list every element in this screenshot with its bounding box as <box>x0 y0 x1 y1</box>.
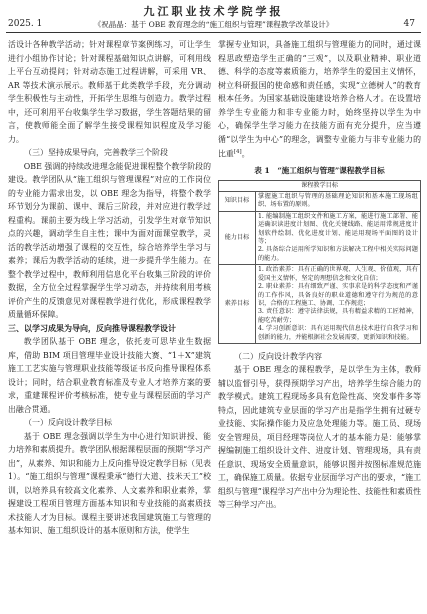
left-column <box>8 38 211 538</box>
paragraph: OBE 强调的持续改进理念能促进课程整个教学阶段的建设。教学团队从“施工组织与管理课程”对应的工作岗位的专业能力需求出发，以 OBE 理念为指导，将整个教学环节划分为课前、课中、课后三阶段，并对应进行教学过程重构。课前主要为线上学习活动，引发学生对章节知识点的兴趣，调动学生自主性；课中为面对面课堂教学，灵活的教学活动增强了课程的交互性，综合培养学生学习与素养；课后为教学活动的延续，进一步提升学生能力。在整个教学过程中，教师利用信息化平台收集三阶段的评价数据，全方位全过程掌握学生学习动态，并持续利用考核评价产生的反馈意见对课程教学进行优化，形成课程教学质量循环保障。 <box>8 161 211 319</box>
row-line: 4. 学习创新意识：具有运用现代信息技术进行自我学习和创新的能力，并能根据社会发展需要，更新知识和技能。 <box>258 325 418 341</box>
citation: [4] <box>233 149 242 155</box>
row-label: 能力目标 <box>219 211 256 264</box>
issue-number: 2025. 1 <box>8 19 43 29</box>
row-line: 1. 政治素养：具有正确的世界观、人生观、价值观，具有爱国主义情怀，坚定的理想信念和文化自信； <box>258 266 418 282</box>
subsection-heading: （三）坚持成果导向，完善教学三个阶段 <box>24 148 168 157</box>
row-label: 素养目标 <box>219 265 256 344</box>
row-content <box>256 265 421 344</box>
row-line: 2. 具备综合运用所学知识和方法解决工程中相关实际问题的能力。 <box>258 246 418 262</box>
table-caption: 表 1 “施工组织与管理”课程教学目标 <box>254 166 385 176</box>
row-line: 3. 责任意识：遵守法律法规，具有精益求精的工匠精神，能吃苦耐劳； <box>258 308 418 324</box>
header-rule <box>6 32 421 33</box>
paragraph: 教学团队基于 OBE 理念，依托麦可思毕业生数据库，借助 BIM 项目管理毕业设计技能大赛、“1＋X”建筑施工工艺实施与管理职业技能等级证书反向推导课程体系设计；同时，结合职业教育标准及专业人才培养方案的要求，重建课程评价考核标准，使专业与课程层面的学习产出融合贯通。 <box>8 337 211 414</box>
teaching-objectives-table <box>218 180 421 344</box>
paragraph-end: 。 <box>241 149 250 159</box>
page-number: 47 <box>403 19 415 29</box>
page-header <box>0 0 427 36</box>
paragraph: 基于 OBE 理念的课程教学，是以学生为主体，教师辅以监督引导，获得预期学习产出，培养学生综合能力的教学模式。建筑工程现场多具有危险性高、突发事件多等特点，因此建筑专业层面的学习产出是指学生拥有过硬专业技能、实际操作能力及应急处理能力等。施工员、现场安全管理员，项目经理等岗位人才的基本能力是：能够掌握编制施工组织设计文件、进度计划、管理现场，具有责任意识、现场安全质量意识，能够识图并按图标准规范施工，确保施工质量。依据专业层面学习产出的要求，“施工组织与管理”课程学习产出中分为理论性、技能性和素质性等三种学习产出。 <box>218 365 421 510</box>
paragraph: 活设计各种教学活动；针对课程章节案例练习，可让学生进行小组协作讨论；针对课程基础知识点讲解，可利用线上平台互动提问；针对动态施工过程讲解，可采用 VR、AR 等技术演示展示。教师基于此类教学手段，充分调动学生积极性与主动性，开拓学生思维与创造力。教学过程中，还可利用平台收集学生学习数据，学生答题结果的留言，使教师能全面了解学生接受课程知识程度及学习能力。 <box>8 40 211 144</box>
subsection-heading: （一）反向设计教学目标 <box>24 418 112 427</box>
row-line: 1. 能编制施工组织文件和施工方案，能进行施工部署、能运确识读进度计划图、优化关键线路、能运用常规进度计划软件绘制、优化进度计划、能运用现场平面图的设计等； <box>258 212 418 246</box>
table-row <box>219 192 421 212</box>
paragraph: 基于 OBE 理念强调以学生为中心进行知识讲授、能力培养和素质提升。教学团队根据课程层面的预期“学习产出”，从素养、知识和能力上反向推导设定教学目标（见表 1）。“施工组织与管理”课程秉承“德行大道、技米天工”校训，以培养具有较高文化素养、人文素养和职业素养，掌握建设工程项目管理方面基本知识和专业技能的高素质技术技能人才为目标。课程主要讲述我国建筑施工与管理的基本知识、施工组织设计的基本原则和方法，使学生 <box>8 431 211 535</box>
section-heading: 三、以学习成果为导向，反向推导课程教学设计 <box>8 322 176 333</box>
row-line: 掌握施工组织与管理的基础理论知识和基本施工现场组织、场布置的原则。 <box>258 193 418 209</box>
table-header-row <box>219 180 421 191</box>
journal-title: 九江职业技术学院学报 <box>143 5 284 18</box>
row-label: 知识目标 <box>219 192 256 212</box>
row-line: 2. 职业素养：具有细致严谨、实事求是的科学态度和严谨的工作作风，具备良好的职业道德和遵守行为规范的意识，合格的工程施工、协调、工作规范； <box>258 283 418 307</box>
table-row <box>219 211 421 264</box>
table-row <box>219 265 421 344</box>
table-header: 课程教学目标 <box>219 180 421 191</box>
row-content <box>256 192 421 212</box>
row-content <box>256 211 421 264</box>
subsection-heading: （二）反向设计教学内容 <box>234 351 322 361</box>
running-title: 《祝晶晶：基于 OBE 教育理念的“施工组织与管理”课程教学改革设计》 <box>93 20 334 29</box>
paragraph <box>218 38 421 161</box>
paragraph-text: 掌握专业知识，具备施工组织与管理能力的同时，通过课程思政塑造学生正确的“三观”，以及职业精神、职业道德、科学的态度等素质能力，培养学生的爱国主义情怀，树立科研报国的使命感和责任感，实现“立德树人”的教育根本任务。为国家基础设施建设培养合格人才。在设置培养学生专业能力和非专业能力时，始终坚持以学生为中心，确保学生学习能力在技能方面有充分提升，应当遵循“以学生为中心”的理念，调整专业能力与非专业能力的比重 <box>218 40 421 159</box>
right-column <box>218 38 421 512</box>
